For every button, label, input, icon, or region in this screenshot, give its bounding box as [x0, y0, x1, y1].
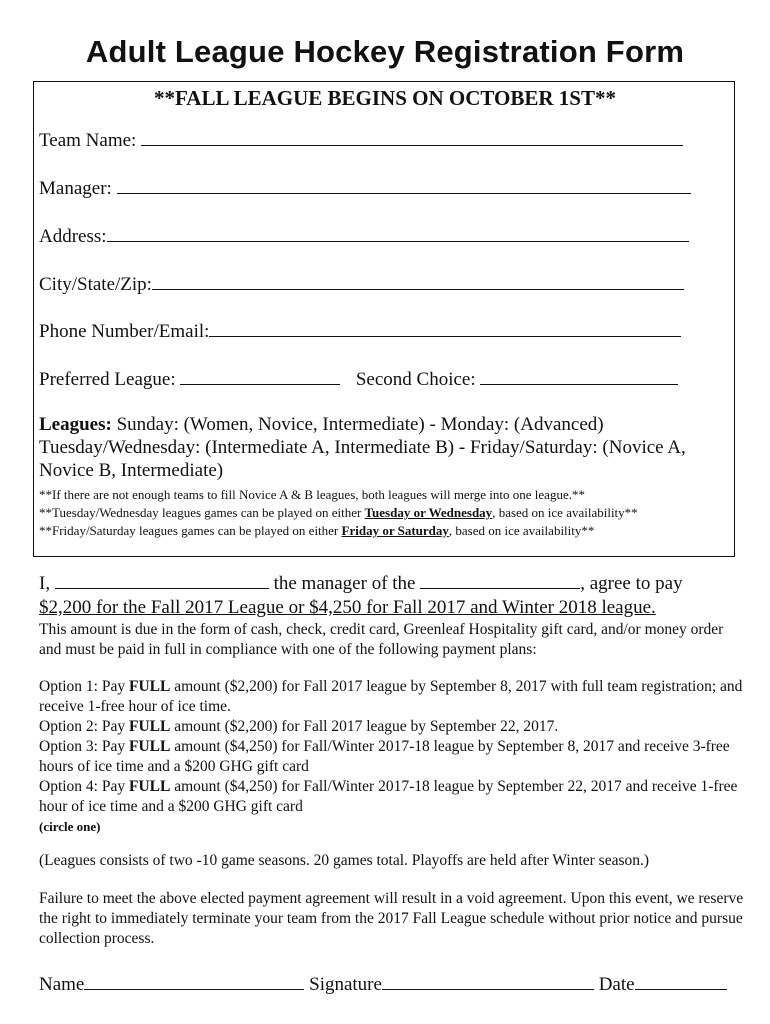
agreement-manager-of: the manager of the — [273, 573, 416, 594]
manager-label: Manager: — [39, 178, 112, 199]
payment-option-4 — [39, 777, 744, 817]
option-2-pre: Option 2: Pay — [39, 718, 129, 735]
option-1-full: FULL — [129, 678, 171, 695]
leagues-description — [39, 413, 739, 482]
circle-one-note: (circle one) — [39, 819, 101, 834]
name-field[interactable] — [84, 972, 304, 990]
league-choice-row — [39, 367, 678, 391]
address-row — [39, 224, 689, 248]
name-label: Name — [39, 974, 85, 995]
merge-note: **If there are not enough teams to fill Novice A & B leagues, both leagues will merge into one league.** — [39, 487, 585, 502]
fall-league-banner: **FALL LEAGUE BEGINS ON OCTOBER 1ST** — [154, 86, 616, 110]
league-notes — [39, 486, 739, 540]
tuesday-wednesday-note — [39, 504, 739, 522]
city-state-zip-row — [39, 272, 684, 296]
option-4-post: amount ($4,250) for Fall/Winter 2017-18 league by September 22, 2017 and receive 1-free hour of ice time and a $200 GHG gift card — [39, 778, 738, 815]
leagues-text: Sunday: (Women, Novice, Intermediate) - Monday: (Advanced) Tuesday/Wednesday: (Intermediate A, Intermediate B) - Friday/Saturday: (Novice A, Novice B, Intermediate) — [39, 414, 686, 481]
city-state-zip-label: City/State/Zip: — [39, 274, 152, 295]
second-choice-field[interactable] — [480, 367, 678, 385]
address-field[interactable] — [107, 224, 689, 242]
payment-options — [39, 677, 744, 837]
option-1-pre: Option 1: Pay — [39, 678, 129, 695]
payment-intro: This amount is due in the form of cash, check, credit card, Greenleaf Hospitality gift card, and/or money order and must be paid in full in compliance with one of the following payment plans: — [39, 621, 724, 658]
manager-row — [39, 176, 691, 200]
date-field[interactable] — [635, 972, 727, 990]
option-4-pre: Option 4: Pay — [39, 778, 129, 795]
team-name-label: Team Name: — [39, 130, 137, 151]
team-name-row — [39, 128, 683, 152]
payment-option-1 — [39, 677, 744, 717]
option-2-post: amount ($2,200) for Fall 2017 league by September 22, 2017. — [170, 718, 559, 735]
preferred-league-field[interactable] — [180, 367, 340, 385]
phone-email-row — [39, 319, 681, 343]
leagues-label: Leagues: — [39, 414, 112, 435]
frisat-note-post: , based on ice availability** — [448, 523, 595, 538]
payment-option-3 — [39, 737, 744, 777]
signature-field[interactable] — [382, 972, 594, 990]
frisat-note-days: Friday or Saturday — [341, 523, 449, 538]
option-3-pre: Option 3: Pay — [39, 738, 129, 755]
team-name-agreement-field[interactable] — [420, 571, 580, 589]
second-choice-label: Second Choice: — [355, 369, 476, 390]
agreement-statement — [39, 571, 739, 620]
failure-clause: Failure to meet the above elected payment agreement will result in a void agreement. Upon this event, we reserve the right to immediately terminate your team from the 2017 Fall League schedule without prior notice and pursue collection process. — [39, 890, 744, 947]
signature-row — [39, 972, 727, 996]
date-label: Date — [598, 974, 635, 995]
manager-field[interactable] — [117, 176, 691, 194]
tuewed-note-days: Tuesday or Wednesday — [364, 505, 493, 520]
frisat-note-pre: **Friday/Saturday leagues games can be played on either — [39, 523, 342, 538]
phone-email-label: Phone Number/Email: — [39, 321, 210, 342]
agreement-amount: $2,200 for the Fall 2017 League or $4,250 for Fall 2017 and Winter 2018 league. — [39, 597, 656, 618]
agreement-i: I, — [39, 573, 51, 594]
season-note: (Leagues consists of two -10 game seasons. 20 games total. Playoffs are held after Winter season.) — [39, 852, 650, 869]
option-2-full: FULL — [129, 718, 171, 735]
manager-signature-name-field[interactable] — [55, 571, 269, 589]
tuewed-note-pre: **Tuesday/Wednesday leagues games can be played on either — [39, 505, 365, 520]
address-label: Address: — [39, 226, 107, 247]
option-3-full: FULL — [129, 738, 171, 755]
tuewed-note-post: , based on ice availability** — [492, 505, 638, 520]
preferred-league-label: Preferred League: — [39, 369, 176, 390]
phone-email-field[interactable] — [209, 319, 681, 337]
team-name-field[interactable] — [141, 128, 683, 146]
form-title: Adult League Hockey Registration Form — [85, 34, 685, 69]
agreement-agree: , agree to pay — [580, 573, 683, 594]
option-1-post: amount ($2,200) for Fall 2017 league by September 8, 2017 with full team registration; and receive 1-free hour of ice time. — [39, 678, 743, 715]
payment-option-2 — [39, 717, 744, 737]
option-4-full: FULL — [129, 778, 171, 795]
city-state-zip-field[interactable] — [152, 272, 684, 290]
signature-label: Signature — [309, 974, 382, 995]
friday-saturday-note — [39, 522, 739, 540]
option-3-post: amount ($4,250) for Fall/Winter 2017-18 league by September 8, 2017 and receive 3-free hours of ice time and a $200 GHG gift card — [39, 738, 730, 775]
